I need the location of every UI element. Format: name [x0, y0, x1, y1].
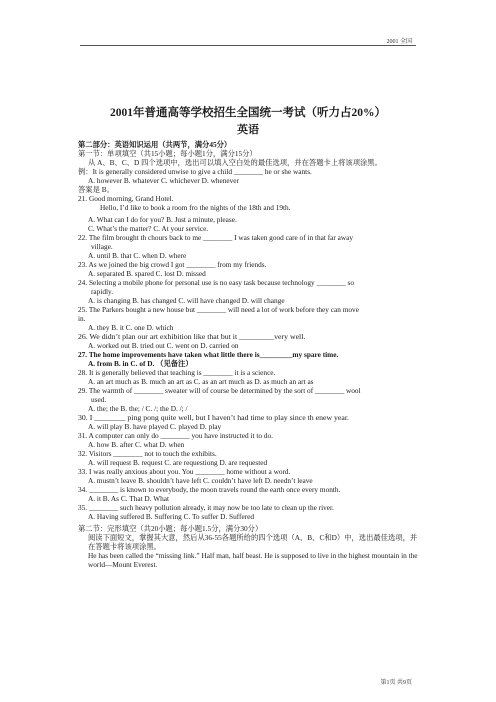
example-options: A. however B. whatever C. whichever D. whenever: [88, 176, 239, 185]
q24-stem-cont: rapidly.: [91, 287, 114, 296]
header-label: 2001 全国: [386, 39, 412, 45]
q21-reply: Hello, I’d like to book a room fro the nights of the 18th and 19th.: [100, 203, 291, 212]
q24-options: A. is changing B. has changed C. will have changed D. will change: [88, 296, 285, 305]
q30-options: A. will play B. have played C. played D. play: [88, 422, 222, 431]
q25-stem: 25. The Parkers bought a new house but ________ will need a lot of work before they can move: [78, 305, 359, 314]
q22-stem: 22. The film brought th chours back to me ________ I was taken good care of in that far away: [78, 233, 354, 242]
q29-stem-cont: used.: [91, 395, 107, 404]
section2-instructions: 阅读下面短文，掌握其大意，然后从36-55各题所给的四个选项（A、B、C和D）中，选出最佳选项，并在答题卡将该项涂黑。: [88, 533, 418, 551]
example-question: 例：It is generally considered unwise to give a child ________ he or she wants.: [78, 167, 312, 176]
q31-stem: 31. A computer can only do ________ you have instructed it to do.: [78, 431, 273, 440]
q25-options: A. they B. it C. one D. which: [88, 323, 174, 332]
q23-options: A. separated B. spared C. lost D. missed: [88, 269, 206, 278]
q28-options: A. an art much as B. much an art as C. as an art much as D. as much an art as: [88, 377, 314, 386]
q26-options: A. worked out B. tried out C. went on D. carried on: [88, 341, 239, 350]
page-number: 第1页 共9页: [380, 680, 412, 686]
example-answer: 答案是 B。: [78, 185, 114, 194]
q35-options: A. Having suffered B. Suffering C. To suffer D. Suffered: [88, 512, 255, 521]
q31-options: A. how B. after C. what D. when: [88, 440, 185, 449]
section1-instructions: 从 A、B、C、D 四个选项中，选出可以填入空白处的最佳选项，并在答题卡上将该项涂黑。: [88, 158, 382, 167]
q34-options: A. it B. As C. That D. What: [88, 494, 170, 503]
q29-stem: 29. The warmth of ________ sweater will of course be determined by the sort of ________ wool: [78, 386, 361, 395]
cloze-passage: He has been called the “missing link.” Half man, half beast. He is supposed to live in the highest mountain in the world—Mount Everest.: [88, 551, 418, 569]
q28-stem: 28. It is generally believed that teaching is ________ it is a science.: [78, 368, 276, 377]
part2-title: 第二部分：英语知识运用（共两节，满分45分）: [78, 140, 232, 149]
q34-stem: 34. ________ is known to everybody, the moon travels round the earth once every month.: [78, 485, 341, 494]
q26-stem: 26. We didn’t plan our art exhibition like that but it _________very well.: [78, 332, 306, 341]
q33-stem: 33. I was really anxious about you. You ________ home without a word.: [78, 467, 291, 476]
q27-options: A. from B. in C. of D. （见备注）: [88, 359, 193, 368]
q25-stem-cont: in.: [78, 314, 86, 323]
q32-options: A. will request B. request C. are requestiong D. are requested: [88, 458, 268, 467]
q22-options: A. until B. that C. when D. where: [88, 251, 187, 260]
q21-stem: 21. Good morning, Grand Hotel.: [78, 194, 174, 203]
q23-stem: 23. As we joined the big crowd I got ________ from my friends.: [78, 260, 267, 269]
q35-stem: 35. ________ such heavy pollution already, it may now be too late to clean up the river.: [78, 503, 334, 512]
q21-options-cd: C. What’s the matter? C. At your service.: [88, 224, 209, 233]
document-title: 2001年普通高等学校招生全国统一考试（听力占20%）: [110, 107, 386, 119]
section2-title: 第二节：完形填空（共20小题；每小题1.5分，满分30分）: [78, 524, 263, 533]
q22-stem-cont: village.: [91, 242, 113, 251]
q29-options: A. the; the B. the; / C. /; the D. /; /: [88, 404, 188, 413]
q24-stem: 24. Selecting a mobile phone for personal use is no easy task because technology ________ so: [78, 278, 355, 287]
q32-stem: 32. Visitors ________ not to touch the exhibits.: [78, 449, 217, 458]
section1-title: 第一节：单项填空（共15小题；每小题1分，满分15分）: [78, 149, 257, 158]
q33-options: A. mustn’t leave B. shouldn’t have left C. couldn’t have left D. needn’t leave: [88, 476, 313, 485]
exam-content: [78, 140, 424, 569]
document-subtitle: 英语: [237, 124, 259, 136]
q30-stem: 30. I ________ ping pong quite well, but I haven’t had time to play since th enew year.: [78, 413, 349, 422]
q27-stem: 27. The home improvements have taken what little there is_________my spare time.: [78, 350, 339, 359]
q21-options-ab: A. What can I do for you? B. Just a minute, please.: [88, 215, 237, 224]
header-rule: [80, 45, 416, 46]
